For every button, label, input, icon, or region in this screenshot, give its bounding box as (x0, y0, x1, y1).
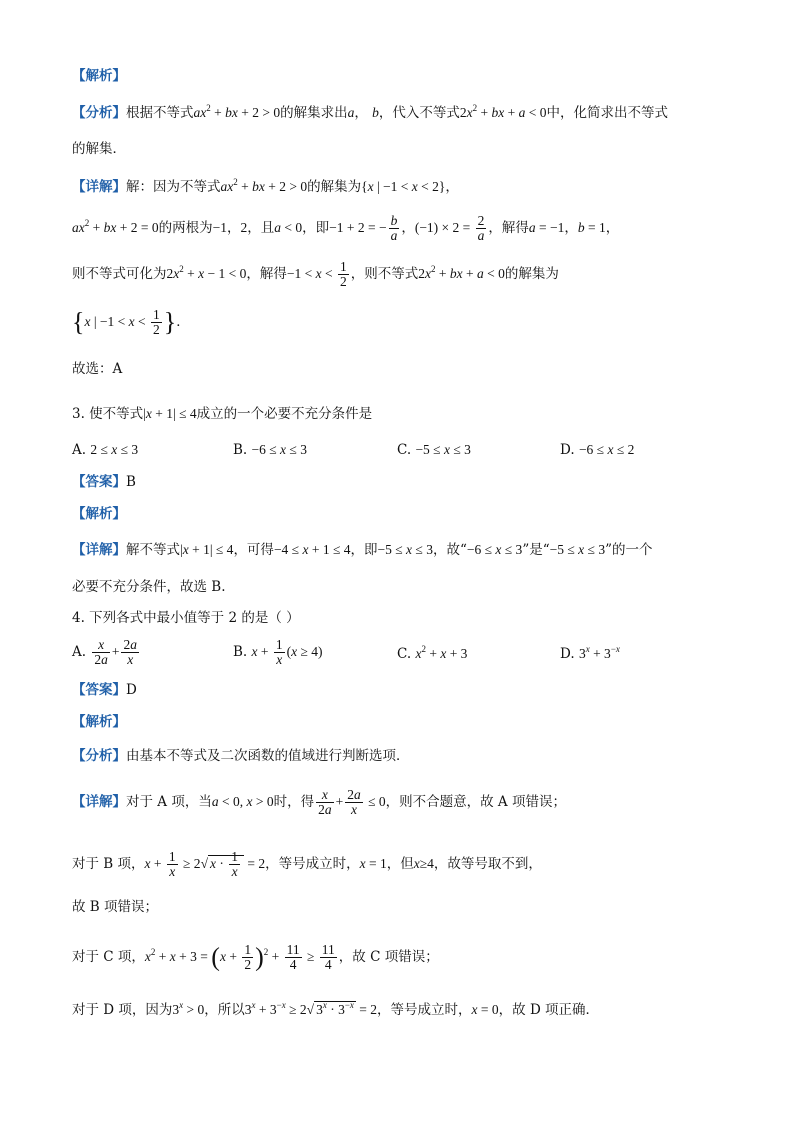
jiexi-tag-2: 【解析】 (72, 506, 126, 522)
q3-option-c: C. −5 ≤ x ≤ 3 (397, 442, 471, 458)
jiexi-tag-3: 【解析】 (72, 714, 126, 730)
q4-stem: 4. 下列各式中最小值等于 2 的是（ ） (72, 610, 300, 626)
q4-detail-b: 对于 B 项，x + $\frac{1}{x}$ ≥ 2√ x · $\frac{1}{x}$ = 2，等号成立时，x = 1，但x≥4，故等号取不到， (72, 849, 542, 879)
q4-option-b: B. x + $\frac{1}{x}$ (x ≥ 4) (233, 637, 323, 667)
q3-detail-1: 【详解】解不等式|x + 1| ≤ 4，可得−4 ≤ x + 1 ≤ 4，即−5 ≤ x ≤ 3，故“−6 ≤ x ≤ 3”是“−5 ≤ x ≤ 3”的一个 (72, 542, 653, 558)
q4-analysis: 【分析】由基本不等式及二次函数的值域进行判断选项． (72, 748, 410, 764)
jiexi-tag-1: 【解析】 (72, 68, 126, 84)
analysis-line-1: 【分析】根据不等式$ax^2$ + bx + 2 > 0的解集求出a， b，代入不等式$2x^2$ + bx + a < 0中，化简求出不等式 (72, 103, 669, 121)
detail-line-1: 【详解】解：因为不等式$ax^2$ + bx + 2 > 0的解集为{x | −1 < x < 2}， (72, 177, 459, 195)
q3-detail-2: 必要不充分条件，故选 B. (72, 579, 226, 595)
q4-option-d: D. $3^x + 3^{-x}$ (560, 644, 620, 662)
analysis-line-2: 的解集． (72, 141, 126, 157)
q3-stem: 3. 使不等式|x + 1| ≤ 4成立的一个必要不充分条件是 (72, 406, 373, 422)
detail-line-3: 则不等式可化为$2x^2 + x - 1 < 0$，解得−1 < x < $\frac{1}{2}$ ，则不等式$2x^2$ + bx + a < 0的解集为 (72, 259, 559, 289)
q4-answer: 【答案】D (72, 682, 137, 698)
q3-option-a: A. 2 ≤ x ≤ 3 (72, 442, 139, 458)
q3-option-b: B. −6 ≤ x ≤ 3 (233, 442, 307, 458)
q4-detail-b-2: 故 B 项错误； (72, 899, 159, 915)
q4-detail-a: 【详解】对于 A 项，当a < 0, x > 0时，得 $\frac{x}{2a}$ + $\frac{2a}{x}$ ≤ 0，则不合题意，故 A 项错误； (72, 787, 566, 817)
q4-option-c: C. $x^2 + x + 3$ (397, 644, 468, 662)
q4-detail-c: 对于 C 项，$x^2 + x + 3 = (x$ + $\frac{1}{2}$ )$^2$ + $\frac{11}{4}$ ≥ $\frac{11}{4}$ ，故 C 项错误； (72, 942, 439, 972)
q3-option-d: D. −6 ≤ x ≤ 2 (560, 442, 635, 458)
choose-a: 故选：A (72, 361, 123, 377)
q4-detail-d: 对于 D 项，因为$3^x > 0$，所以$3^x + 3^{-x} \ge 2√$ $3^x \cdot 3^{-x} = 2$，等号成立时，x = 0，故 D 项正确． (72, 1000, 600, 1018)
detail-line-2: $ax^2$ + bx + 2 = 0的两根为−1，2，且a < 0，即−1 + 2 = − $\frac{b}{a}$ ，(−1) × 2 = $\frac{2}{a}$ ，解得a = −1，b = 1， (72, 213, 620, 243)
solution-set: {x | −1 < x < $\frac{1}{2}$ }． (72, 307, 190, 337)
q3-answer: 【答案】B (72, 474, 136, 490)
q4-option-a: A. $\frac{x}{2a}$ + $\frac{2a}{x}$ (72, 637, 137, 667)
